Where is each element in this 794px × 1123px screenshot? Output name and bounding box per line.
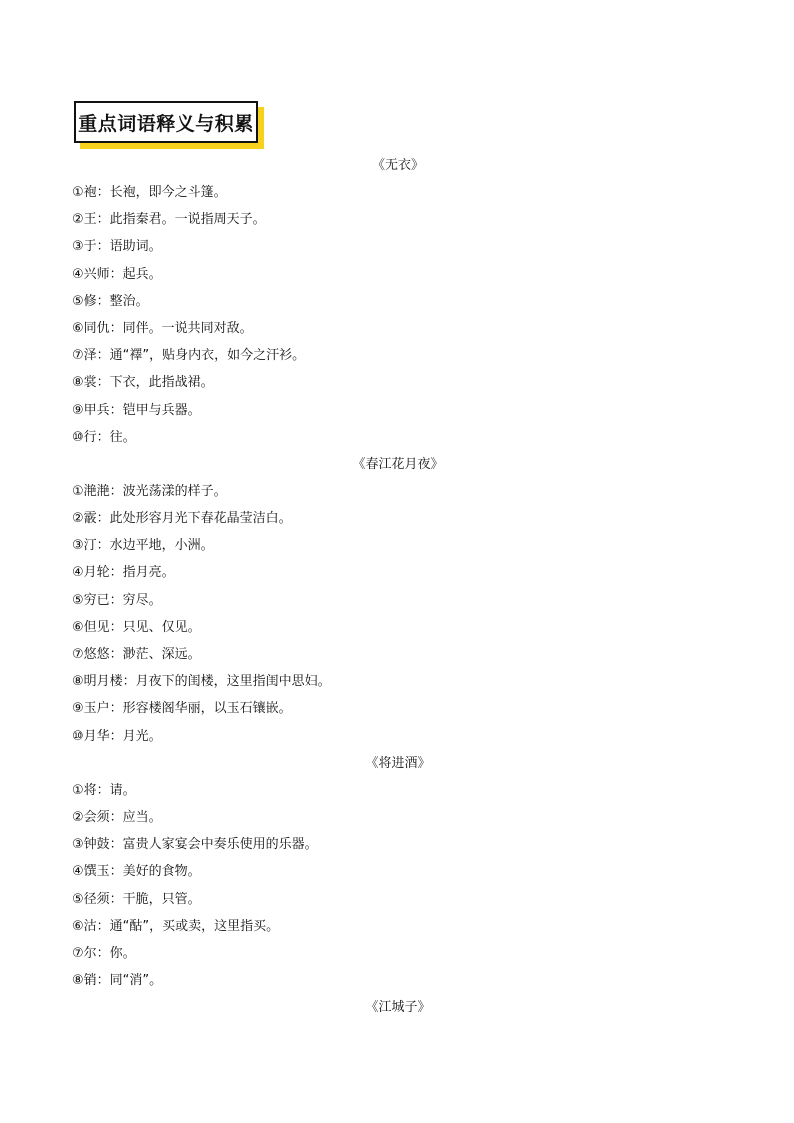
glossary-entry: ②霰：此处形容月光下春花晶莹洁白。: [72, 511, 292, 527]
glossary-entry: ⑦泽：通“襗”，贴身内衣，如今之汗衫。: [72, 348, 306, 364]
glossary-entry: ⑦尔：你。: [72, 945, 136, 961]
glossary-entry: ③钟鼓：富贵人家宴会中奏乐使用的乐器。: [72, 837, 318, 853]
poem-section-chunjiang: [72, 451, 724, 750]
glossary-entry: ⑤修：整治。: [72, 293, 149, 309]
glossary-entry: ⑥但见：只见、仅见。: [72, 619, 201, 635]
glossary-entry: ②会须：应当。: [72, 809, 162, 825]
poem-heading: 《无衣》: [371, 158, 424, 173]
glossary-entry: ③于：语助词。: [72, 239, 162, 255]
glossary-entry: ⑧销：同“消”。: [72, 973, 163, 989]
glossary-entry: ①袍：长袍，即今之斗篷。: [72, 185, 227, 200]
poem-heading: 《将进酒》: [365, 755, 431, 771]
poem-section-jiangjinjiu: [72, 750, 724, 995]
glossary-entry: ⑧明月楼：月夜下的闺楼，这里指闺中思妇。: [72, 674, 331, 690]
glossary-entry: ⑩行：往。: [72, 429, 136, 445]
glossary-entry: ⑧裳：下衣，此指战裙。: [72, 375, 214, 391]
glossary-content: [72, 152, 724, 1021]
glossary-entry: ⑦悠悠：渺茫、深远。: [72, 647, 201, 662]
poem-heading: 《春江花月夜》: [352, 456, 444, 472]
glossary-entry: ④馔玉：美好的食物。: [72, 864, 201, 880]
glossary-entry: ③汀：水边平地，小洲。: [72, 538, 214, 554]
glossary-entry: ①将：请。: [72, 782, 136, 798]
page-title: 重点词语释义与积累: [78, 112, 254, 135]
glossary-entry: ④月轮：指月亮。: [72, 565, 175, 581]
poem-section-wuyi: [72, 152, 724, 451]
glossary-entry: ②王：此指秦君。一说指周天子。: [72, 212, 266, 228]
poem-section-jiangchengzi: [72, 994, 724, 1021]
glossary-entry: ⑨玉户：形容楼阁华丽，以玉石镶嵌。: [72, 701, 292, 717]
glossary-entry: ⑨甲兵：铠甲与兵器。: [72, 402, 201, 418]
glossary-entry: ⑤穷已：穷尽。: [72, 592, 162, 608]
glossary-entry: ①滟滟：波光荡漾的样子。: [72, 483, 227, 499]
glossary-entry: ⑥同仇：同伴。一说共同对敌。: [72, 320, 253, 336]
glossary-entry: ⑤径须：干脆，只管。: [72, 891, 201, 907]
glossary-entry: ⑩月华：月光。: [72, 728, 162, 744]
glossary-entry: ④兴师：起兵。: [72, 266, 162, 282]
section-title-box: [74, 101, 258, 143]
poem-heading: 《江城子》: [365, 1000, 431, 1016]
glossary-entry: ⑥沽：通“酤”，买或卖，这里指买。: [72, 918, 280, 934]
